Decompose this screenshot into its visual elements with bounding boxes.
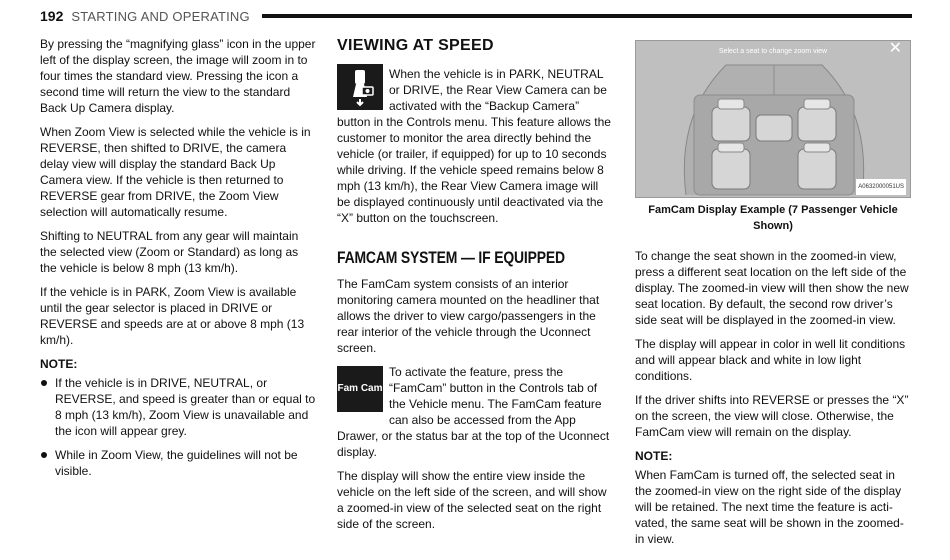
header-rule bbox=[262, 14, 912, 18]
list-item bbox=[40, 447, 316, 479]
column-right bbox=[635, 40, 911, 555]
close-icon: ✕ bbox=[888, 40, 902, 57]
paragraph: The display will show the entire view inside the vehicle on the left side of the screen, and will show a zoomed-in view of the selected seat on the right side of the screen. bbox=[337, 469, 607, 531]
paragraph: Shifting to NEUTRAL from any gear will maintain the selected view (Zoom or Standard) as long as the vehicle is below 8 mph (13 km/h). bbox=[40, 229, 299, 275]
page-header bbox=[40, 6, 912, 26]
paragraph: The display will appear in color in well lit conditions and will appear black and white in low light conditions. bbox=[635, 337, 906, 383]
famcam-icon-label: Fam Cam bbox=[337, 383, 383, 394]
note-heading: NOTE: bbox=[635, 449, 673, 463]
heading-famcam: FAMCAM SYSTEM — IF EQUIPPED bbox=[337, 248, 565, 267]
list-item-text: While in Zoom View, the guidelines will not be visible. bbox=[55, 448, 298, 478]
page-number: 192 bbox=[40, 8, 64, 24]
paragraph: The FamCam system consists of an interior monitoring camera mounted on the headliner that allows the driver to view cargo/passengers in the rear interior of the vehicle through the Uconnect screen. bbox=[337, 277, 600, 355]
paragraph: When the vehicle is in PARK, NEUTRAL or DRIVE, the Rear View Camera can be activated with the “Backup Camera” button in the Controls menu. This feature allows the customer to monitor the area directly behind the vehicle (or trailer, if equipped) for up to 10 seconds while driving. If the vehicle speed remains below 8 mph (13 km/h), the Rear View Camera image will be displayed continuously until deactivated via the “X” button on the touchscreen. bbox=[337, 67, 611, 225]
paragraph: To change the seat shown in the zoomed-in view, press a different seat location on the left side of the display. The zoomed-in view will then show the new seat location. By default, the second row driver’s side seat will be displayed in the zoomed-in view. bbox=[635, 249, 909, 327]
paragraph: If the driver shifts into REVERSE or presses the “X” on the screen, the view will close. Otherwise, the FamCam view will remain on the display. bbox=[635, 393, 909, 439]
paragraph: When Zoom View is selected while the vehicle is in REVERSE, then shifted to DRIVE, the camera delay view will display the standard Back Up Camera view. If the vehicle is then returned to REVERSE gear from DRIVE, the Zoom View selection will automatically resume. bbox=[40, 125, 311, 219]
figure-caption: FamCam Display Example (7 Passenger Vehicle Shown) bbox=[648, 204, 898, 232]
section-title: STARTING AND OPERATING bbox=[71, 8, 250, 24]
figure-code: A0632000051US bbox=[856, 179, 906, 195]
paragraph: If the vehicle is in PARK, Zoom View is available until the gear selector is placed in DRIVE or REVERSE and speeds are at or above 8 mph (13 km/h). bbox=[40, 285, 305, 347]
paragraph: To activate the feature, press the “FamCam” button in the Controls tab of the Vehicle menu. The FamCam feature can also be accessed from the App Drawer, or the status bar at the top of the Uconnect display. bbox=[337, 365, 610, 459]
backup-camera-icon-graphic bbox=[345, 67, 375, 107]
backup-camera-icon bbox=[337, 64, 383, 110]
list-item-text: If the vehicle is in DRIVE, NEUTRAL, or REVERSE, and speed is greater than or equal to 8 mph (13 km/h), Zoom View is unavailable and the icon will appear grey. bbox=[55, 376, 316, 438]
bullet-icon bbox=[41, 452, 47, 458]
heading-viewing-at-speed: VIEWING AT SPEED bbox=[337, 37, 494, 54]
cabin-seats-illustration bbox=[666, 55, 882, 197]
column-middle bbox=[337, 36, 614, 540]
famcam-display-figure bbox=[635, 40, 911, 198]
paragraph: By pressing the “magnifying glass” icon in the upper left of the display screen, the image will zoom in to four times the standard view. Pressing the icon a second time will return the view to the standard Back Up Camera display. bbox=[40, 37, 316, 115]
famcam-icon bbox=[337, 366, 383, 412]
bullet-icon bbox=[41, 380, 47, 386]
column-left bbox=[40, 36, 316, 487]
list-item bbox=[40, 375, 316, 439]
note-list bbox=[40, 375, 316, 479]
note-text: When FamCam is turned off, the selected seat in the zoomed-in view on the right side of the display will be retained. The next time the feature is acti-vated, the same seat will be shown in the zoomed-in view. bbox=[635, 468, 904, 546]
figure-screen-title: Select a seat to change zoom view bbox=[718, 48, 828, 55]
note-heading: NOTE: bbox=[40, 357, 78, 371]
